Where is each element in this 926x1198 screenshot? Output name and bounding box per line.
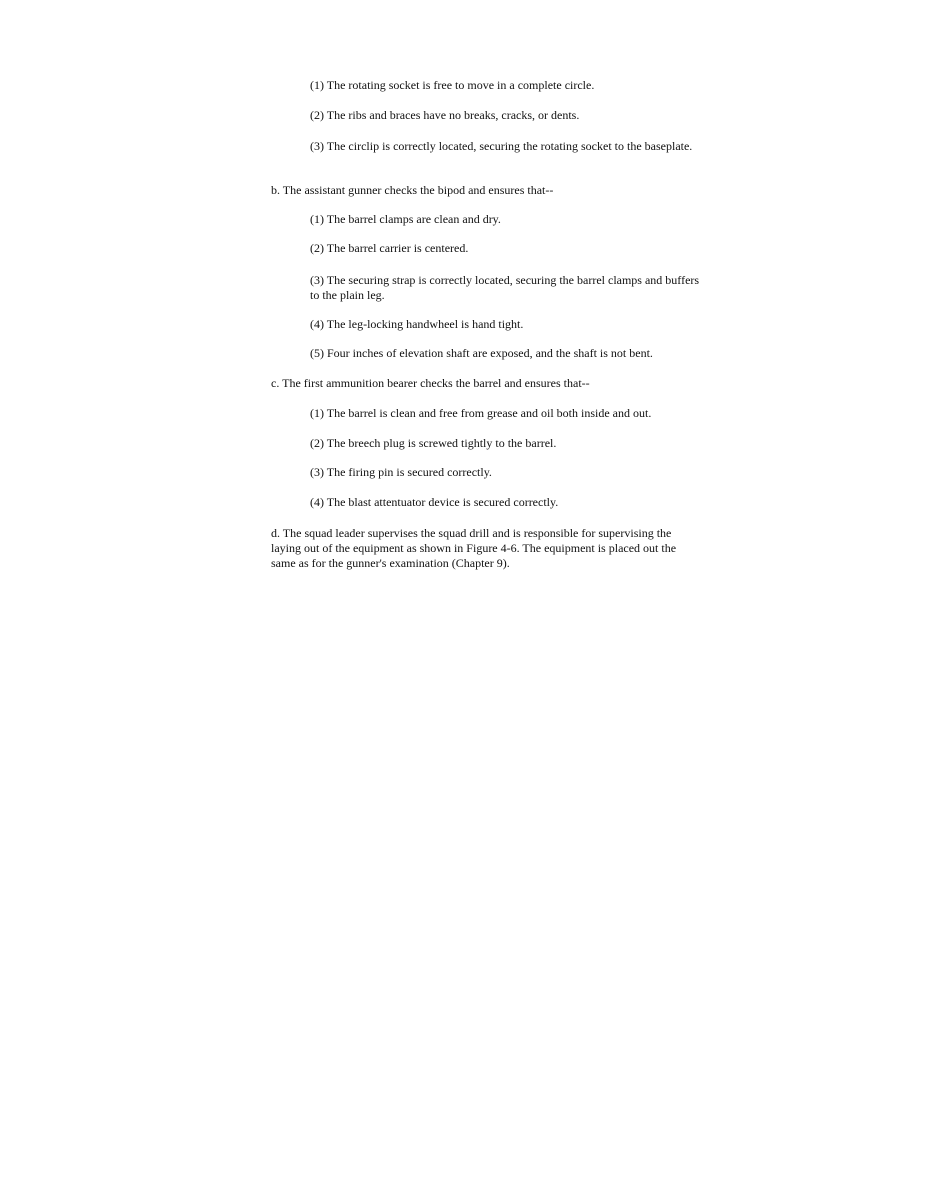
- c-item-1: (1) The barrel is clean and free from grease and oil both inside and out.: [310, 406, 652, 420]
- b-item-4: (4) The leg-locking handwheel is hand tight.: [310, 317, 524, 331]
- a-item-2: (2) The ribs and braces have no breaks, cracks, or dents.: [310, 108, 580, 122]
- b-item-5: (5) Four inches of elevation shaft are exposed, and the shaft is not bent.: [310, 346, 653, 360]
- c-item-2: (2) The breech plug is screwed tightly to the barrel.: [310, 436, 557, 450]
- paragraph-b-intro: b. The assistant gunner checks the bipod and ensures that--: [271, 183, 554, 197]
- a-item-1: (1) The rotating socket is free to move in a complete circle.: [310, 78, 595, 92]
- b-item-2: (2) The barrel carrier is centered.: [310, 241, 469, 255]
- c-item-4: (4) The blast attentuator device is secured correctly.: [310, 495, 559, 509]
- paragraph-c-intro: c. The first ammunition bearer checks the barrel and ensures that--: [271, 376, 590, 390]
- paragraph-d: d. The squad leader supervises the squad drill and is responsible for supervising the laying out of the equipment as shown in Figure 4-6. The equipment is placed out the same as for the gunner's examination (Chapter 9).: [271, 526, 677, 570]
- c-item-3: (3) The firing pin is secured correctly.: [310, 465, 492, 479]
- a-item-3: (3) The circlip is correctly located, securing the rotating socket to the baseplate.: [310, 139, 693, 153]
- b-item-3: (3) The securing strap is correctly located, securing the barrel clamps and buffers to the plain leg.: [310, 273, 700, 302]
- b-item-1: (1) The barrel clamps are clean and dry.: [310, 212, 501, 226]
